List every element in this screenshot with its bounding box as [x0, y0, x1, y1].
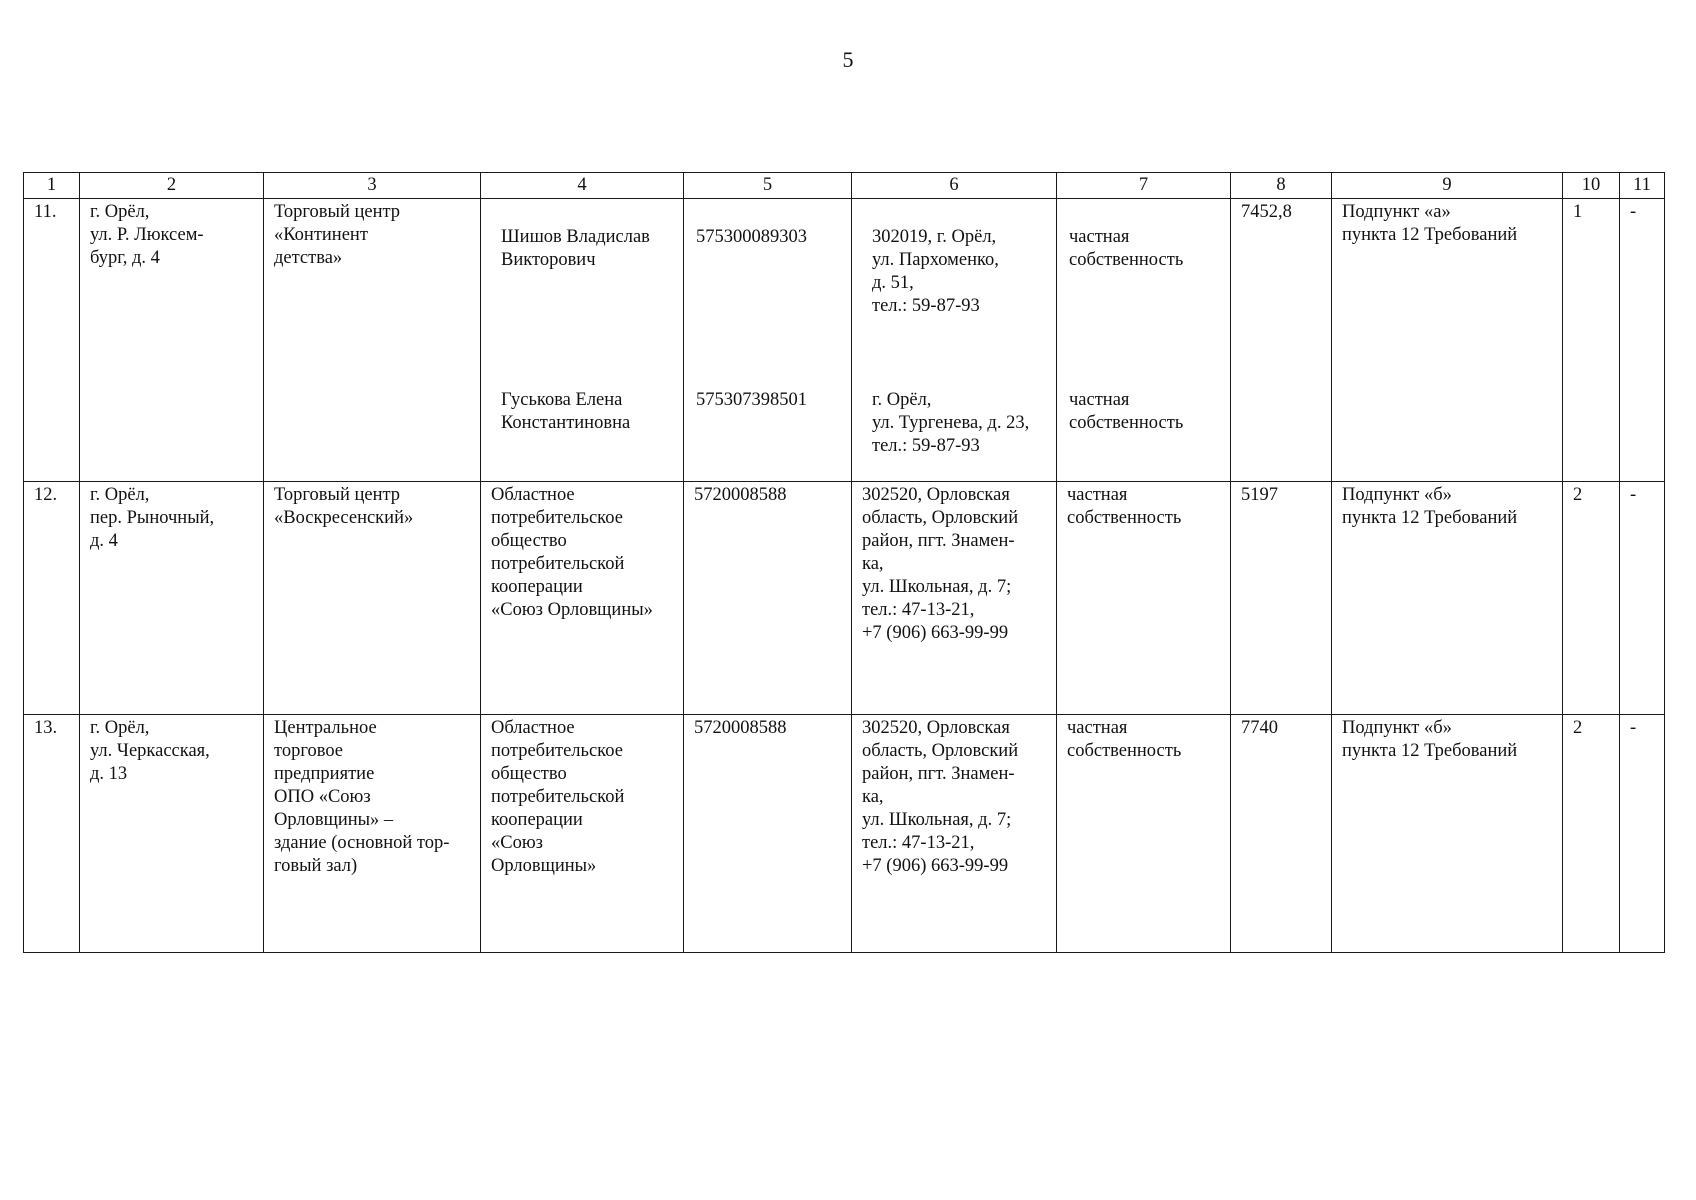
inn-cell: 5720008588 [684, 482, 852, 715]
column-11-cell: - [1620, 482, 1665, 715]
table-row [24, 715, 1665, 953]
column-header: 2 [80, 173, 264, 199]
operator-cell [481, 199, 684, 482]
category-cell: 1 [1563, 199, 1620, 482]
area-cell: 5197 [1231, 482, 1332, 715]
column-header: 8 [1231, 173, 1332, 199]
column-header: 4 [481, 173, 684, 199]
operator-cell: Областное потребительское общество потребительской кооперации «Союз Орловщины» [481, 715, 684, 953]
object-name-cell: Торговый центр «Континент детства» [264, 199, 481, 482]
area-cell: 7740 [1231, 715, 1332, 953]
column-header: 6 [852, 173, 1057, 199]
address-cell: г. Орёл, пер. Рыночный, д. 4 [80, 482, 264, 715]
table-row [24, 199, 1665, 482]
operator-name: Гуськова Елена Константиновна [501, 390, 631, 433]
contact-cell [852, 199, 1057, 482]
object-name-cell: Центральное торговое предприятие ОПО «Союз Орловщины» – здание (основной тор- говый зал) [264, 715, 481, 953]
area-cell: 7452,8 [1231, 199, 1332, 482]
address-cell: г. Орёл, ул. Р. Люксем- бург, д. 4 [80, 199, 264, 482]
page-number: 5 [842, 47, 854, 72]
inn-cell [684, 199, 852, 482]
basis-cell: Подпункт «б» пункта 12 Требований [1332, 482, 1563, 715]
inn-value: 575307398501 [696, 390, 807, 410]
ownership-cell: частная собственность [1057, 482, 1231, 715]
table-row [24, 482, 1665, 715]
contact-value: 302019, г. Орёл, ул. Пархоменко, д. 51, тел.: 59-87-93 [872, 227, 999, 316]
registry-table [23, 172, 1665, 953]
operator-cell: Областное потребительское общество потребительской кооперации «Союз Орловщины» [481, 482, 684, 715]
ownership-cell: частная собственность [1057, 715, 1231, 953]
row-number: 11. [24, 199, 80, 482]
ownership-cell [1057, 199, 1231, 482]
column-header: 1 [24, 173, 80, 199]
header-row [24, 173, 1665, 199]
row-number: 12. [24, 482, 80, 715]
contact-value: г. Орёл, ул. Тургенева, д. 23, тел.: 59-87-93 [872, 390, 1030, 456]
column-header: 5 [684, 173, 852, 199]
inn-cell: 5720008588 [684, 715, 852, 953]
ownership-value: частная собственность [1069, 227, 1184, 270]
ownership-value: частная собственность [1069, 390, 1184, 433]
inn-value: 575300089303 [696, 227, 807, 247]
address-cell: г. Орёл, ул. Черкасская, д. 13 [80, 715, 264, 953]
category-cell: 2 [1563, 715, 1620, 953]
column-header: 9 [1332, 173, 1563, 199]
basis-cell: Подпункт «б» пункта 12 Требований [1332, 715, 1563, 953]
contact-cell: 302520, Орловская область, Орловский район, пгт. Знамен- ка, ул. Школьная, д. 7; тел.: 47-13-21, +7 (906) 663-99-99 [852, 482, 1057, 715]
column-header: 10 [1563, 173, 1620, 199]
contact-cell: 302520, Орловская область, Орловский район, пгт. Знамен- ка, ул. Школьная, д. 7; тел.: 47-13-21, +7 (906) 663-99-99 [852, 715, 1057, 953]
column-header: 3 [264, 173, 481, 199]
column-11-cell: - [1620, 715, 1665, 953]
category-cell: 2 [1563, 482, 1620, 715]
operator-name: Шишов Владислав Викторович [501, 227, 650, 270]
row-number: 13. [24, 715, 80, 953]
column-11-cell: - [1620, 199, 1665, 482]
column-header: 7 [1057, 173, 1231, 199]
column-header: 11 [1620, 173, 1665, 199]
basis-cell: Подпункт «а» пункта 12 Требований [1332, 199, 1563, 482]
object-name-cell: Торговый центр «Воскресенский» [264, 482, 481, 715]
